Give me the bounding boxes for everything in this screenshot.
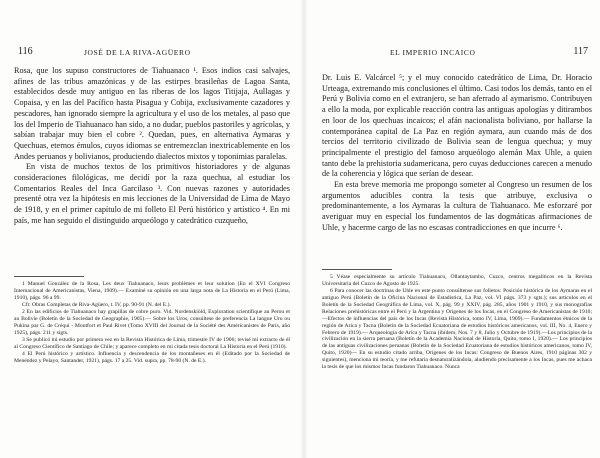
running-header	[14, 48, 290, 62]
footnote-rule	[14, 276, 84, 277]
footnote: 1 Manuel González de la Rosa, Les deux Tiahuanaco, leurs problèmes et leur solution (En el XVI Congreso Internacional de Americanistas, Viena, 1909).— Examiné su opinión en una larga nota de La Historia en el Perú (Lima, 1910), págs. 96 a 99.	[14, 281, 290, 301]
book-gutter	[300, 0, 308, 458]
footnote: 5 Véase especialmente su artículo Tiahuanacu, Ollantaytambo, Cuzco, centros megalíticos en la Revista Universitaria del Cuzco de Agosto de 1925.	[322, 274, 592, 287]
footnote: 2 En las edificios de Tiahuanaco hay grapillas de cobre puro. Vid. Nordenskiöld, Exploration scientifique au Perou et au Bolivie (Boletín de la Sociedad de Geographie, 1905).— Sobre los Uros, consúltese de preferencia La langue Uru ou Pukina par G. de Créqui - Montfort et Paul Rivet (Tomo XVIII del Journal de la Société des Américanistes de Paris, año 1925), págs. 211 y sigts.	[14, 309, 290, 336]
left-page	[14, 0, 290, 458]
main-text	[322, 73, 592, 234]
paragraph: Rosa, que los supuso constructores de Tiahuanaco ¹. Esos indios casi salvajes, afines de las tribus amazónicas y de las estirpes brasileñas de Lagoa Santa, establecidos desde muy antiguo en las riberas de los lagos Titijaja, Aullagas y Copaisa, y en las del Pacífico hasta Pisagua y Cobija, exclusivamente cazadores y pescadores, han ignorado siempre la agricultura y el uso de los metales, al paso que los del Imperio de Tiahuanaco han sido, a no dudar, pueblos pastoriles y agrícolas, y sabían trabajar muy bien el cobre ². Quedan, pues, en alternativa Aymaras y Quechuas, eternos émulos, cuyos idiomas se entremezclan inextricablemente en los Andes peruanos y bolivianos, produciendo dialectos mixtos y toponimias paralelas.	[14, 66, 290, 161]
right-page	[322, 0, 592, 458]
footnotes	[14, 281, 290, 365]
running-head-title: JOSÉ DE LA RIVA-AGÜERO	[84, 48, 191, 57]
footnote: 6 Para conocer las doctrinas de Uhle en este punto consúltense sus folletos: Posición histórica de los Aymaras en el antiguo Perú (Boletín de la Oficina Nacional de Estadística, La Paz, vol. VI págs. 373 y sgts.); sus artículos en el Boletín de la Sociedad Geográfica de Lima, vol. X, pág. 99 y XXIV, pág. 285, años 1901 y 1910, y sus monografías Relaciones prehistóricas entre el Perú y la Argentina y Orígenes de los Incas, en el Congreso de Americanistas de 1910; —Efectos de influencias del país de los Incas (Revista Histórica, tomo IV, Lima, 1909).— Fundamentos étnicos de la región de Arica y Tacna (Boletín de la Sociedad Ecuatoriana de estudios históricos americanos, vol. III, No. 4, Enero y Febrero de 1919).— Arqueología de Arica y Tacna (ibídem, Nos. 7 y 8, Julio y Octubre de 1919).—Los principios de la civilización en la sierra peruana (Boletín de la Academia Nacional de Historia, Quito, tomo I, 1920).— Los principios de las antiguas civilizaciones peruanas (Boletín de la Sociedad Ecuatoriana de estudios históricos americanos, tomo IV, Quito, 1920)— En su estudio citado arriba, Orígenes de los Incas: Congreso de Buenos Aires, 1910 páginas 302 y siguientes), menciona mi teoría, y me refutaría desnaturalizándola, aludiendo precisamente a los Incas, pues me achaca la tesis de que los mismos Incas fundaron Tiahuanaco. Nunca	[322, 288, 592, 371]
paragraph: En vista de muchos textos de los primitivos historiadores y de algunas consideraciones filológicas, me decidí por la raza quechua, al estudiar los Comentarios Reales del Inca Garcilaso ³. Con nuevas razones y autoridades presenté otra vez la hipótesis en mis lecciones de la Universidad de Lima de Mayo de 1918, y en el primer capítulo de mi folleto El Perú histórico y artístico ⁴. En mi país, me han seguido el distinguido arqueólogo y catedrático cuzqueño,	[14, 162, 290, 225]
footnote: Cfr. Obras Completas de Riva-Agüero, t. IV, pp. 90-91 (N. del E.).	[22, 302, 171, 309]
running-header	[322, 48, 592, 62]
footnote: 4 El Perú histórico y artístico. Influencia y descendencia de los montañeses en él (Editado por la Sociedad de Menéndez y Pelayo, Santander, 1921), págs. 17 a 25. Vid. supra, pp. 78-90 (N. de E.).	[14, 351, 290, 365]
footnote-rule	[322, 269, 392, 270]
main-text	[14, 66, 290, 227]
paragraph: Dr. Luis E. Valcárcel ⁵; y el muy conocido catedrático de Lima, Dr. Horacio Urteaga, extremando mis conclusiones el último. Casi todos los demás, tanto en el Perú y Bolivia como en el extranjero, se han aferrado al aymarismo. Contribuyen a ello la moda, por explicable reacción contra las antiguas apologías y ditirambos en loor de los quechuas incaicos; el afán nacionalista boliviano, por hallarse la contemporánea capital de La Paz en región aymara, aun cuando más de dos tercios del territorio civilizado de Bolivia sean de lengua quechua; y muy principalmente el prestigio del famoso arqueólogo alemán Max Uhle, a quien tanto debe la prehistoria sudamericana, pero cuyas deducciones carecen a menudo de la coherencia y lógica que serían de desear.	[322, 73, 592, 179]
page-number: 116	[18, 46, 33, 57]
footnote: 3 Se publicó mi estudio por primera vez en la Revista Histórica de Lima, trimestre IV de 1906; revisé mi extracto de él al Congreso Científico de Santiago de Chile; y aparece completo en mi citada tesis doctoral La Historia en el Perú (1910).	[14, 337, 290, 351]
running-head-title: EL IMPERIO INCAICO	[390, 48, 476, 57]
paragraph: En esta breve memoria me propongo someter al Congreso un resumen de los argumentos aducibles contra la tesis que atribuye, exclusiva o predominantemente, a los Aymaras la cultura de Tiahuanaco. Me esforzaré por averiguar muy en especial los fundamentos de las dogmáticas afirmaciones de Uhle, y hacerme cargo de las no escasas contradicciones en que incurre ⁶.	[322, 180, 592, 232]
page-number: 117	[573, 46, 588, 57]
footnotes	[322, 274, 592, 371]
